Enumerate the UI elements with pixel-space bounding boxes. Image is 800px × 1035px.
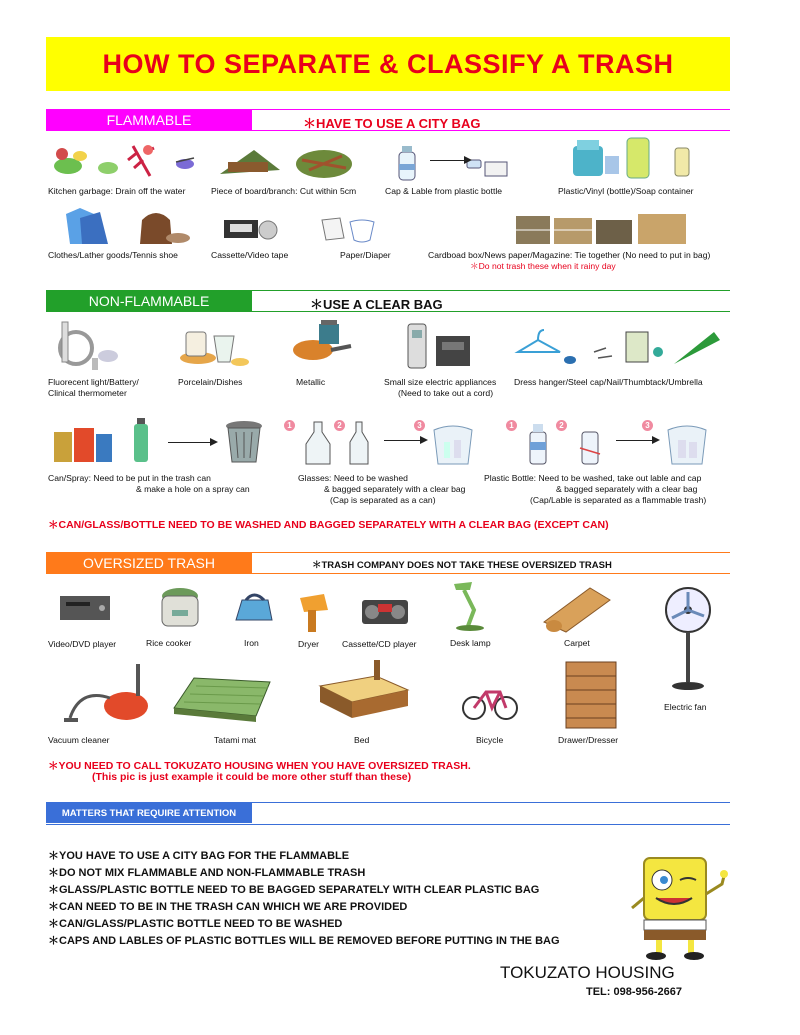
video-caption: Video/DVD player	[48, 639, 117, 649]
trash-can-illustration	[222, 416, 266, 466]
rice-caption: Rice cooker	[146, 638, 192, 648]
metallic-illustration	[285, 316, 355, 366]
bicycle-caption: Bicycle	[476, 735, 504, 745]
glass-arrow	[384, 440, 426, 441]
pet-caption-2: & bagged separately with a clear bag	[556, 484, 698, 494]
nonflammable-warning: ＊CAN/GLASS/BOTTLE NEED TO BE WASHED AND BAGGED SEPARATELY WITH A CLEAR BAG (EXCEPT CAN)	[48, 519, 609, 531]
fan-caption: Electric fan	[664, 702, 707, 712]
page-title: HOW TO SEPARATE & CLASSIFY A TRASH	[102, 48, 674, 79]
plastic-bottle-illustration	[520, 418, 612, 468]
attention-item: ＊CAPS AND LABLES OF PLASTIC BOTTLES WILL BE REMOVED BEFORE PUTTING IN THE BAG	[48, 935, 560, 947]
flammable-note: ＊HAVE TO USE A CITY BAG	[303, 116, 481, 131]
drawer-caption: Drawer/Dresser	[558, 735, 619, 745]
tatami-caption: Tatami mat	[214, 735, 257, 745]
pet-step-3: 3	[642, 420, 653, 431]
metallic-caption: Metallic	[296, 377, 326, 387]
kitchen-garbage-illustration	[48, 138, 198, 183]
pet-caption-3: (Cap/Lable is separated as a flammable trash)	[530, 495, 707, 505]
cardboard-news-illustration	[512, 208, 692, 248]
can-caption-2: & make a hole on a spray can	[136, 484, 250, 494]
iron-illustration	[232, 590, 274, 626]
porcelain-caption: Porcelain/Dishes	[178, 377, 243, 387]
pet-step-2: 2	[556, 420, 567, 431]
glass-bag-illustration	[428, 422, 478, 468]
bed-illustration	[316, 656, 412, 726]
video-player-illustration	[58, 588, 112, 624]
cassette-player-illustration	[360, 592, 410, 628]
attention-item: ＊CAN NEED TO BE IN THE TRASH CAN WHICH WE ARE PROVIDED	[48, 901, 408, 913]
hanger-umbrella-illustration	[514, 322, 724, 370]
tatami-illustration	[170, 668, 274, 726]
plastic-container-caption: Plastic/Vinyl (bottle)/Soap container	[558, 186, 694, 196]
board-branch-illustration	[214, 140, 354, 182]
attention-item: ＊DO NOT MIX FLAMMABLE AND NON-FLAMMABLE TRASH	[48, 867, 366, 879]
hanger-caption: Dress hanger/Steel cap/Nail/Thumbtack/Umbrella	[514, 377, 703, 387]
clothes-caption: Clothes/Lather goods/Tennis shoe	[48, 250, 178, 260]
carpet-caption: Carpet	[564, 638, 590, 648]
attention-item: ＊YOU HAVE TO USE A CITY BAG FOR THE FLAMMABLE	[48, 850, 350, 862]
oversized-rule-bottom	[46, 573, 730, 574]
pet-step-1: 1	[506, 420, 517, 431]
nonflammable-tab: NON-FLAMMABLE	[46, 291, 252, 311]
vacuum-illustration	[60, 658, 152, 728]
sponge-mascot-illustration	[626, 854, 730, 962]
kitchen-garbage-caption: Kitchen garbage: Drain off the water	[48, 186, 186, 196]
oversized-tab: OVERSIZED TRASH	[46, 553, 252, 573]
board-branch-caption: Piece of board/branch: Cut within 5cm	[211, 186, 357, 196]
porcelain-illustration	[178, 322, 250, 370]
attention-rule-bottom	[46, 824, 730, 825]
cap-label-arrow	[430, 160, 470, 161]
attention-tab: MATTERS THAT REQUIRE ATTENTION	[46, 803, 252, 823]
glass-caption-2: & bagged separately with a clear bag	[324, 484, 466, 494]
attention-item: ＊GLASS/PLASTIC BOTTLE NEED TO BE BAGGED SEPARATELY WITH CLEAR PLASTIC BAG	[48, 884, 540, 896]
oversized-warning-2: (This pic is just example it could be more other stuff than these)	[92, 771, 412, 783]
oversized-note: ＊TRASH COMPANY DOES NOT TAKE THESE OVERSIZED TRASH	[312, 560, 612, 571]
attention-item: ＊CAN/GLASS/PLASTIC BOTTLE NEED TO BE WASHED	[48, 918, 343, 930]
dryer-caption: Dryer	[298, 639, 320, 649]
title-banner	[46, 37, 730, 91]
pet-arrow	[616, 440, 658, 441]
electric-caption-2: (Need to take out a cord)	[398, 388, 494, 398]
electric-fan-illustration	[660, 586, 716, 692]
glass-bottle-illustration	[300, 418, 380, 468]
footer-tel: TEL: 098-956-2667	[586, 986, 682, 998]
fluorescent-caption-2: Clinical thermometer	[48, 388, 127, 398]
electric-appliance-illustration	[402, 320, 476, 370]
can-caption-1: Can/Spray: Need to be put in the trash can	[48, 473, 211, 483]
drawer-illustration	[562, 658, 624, 732]
bed-caption: Bed	[354, 735, 370, 745]
oversized-warning-1: ＊YOU NEED TO CALL TOKUZATO HOUSING WHEN YOU HAVE OVERSIZED TRASH.	[48, 760, 471, 772]
pet-caption-1: Plastic Bottle: Need to be washed, take out lable and cap	[484, 473, 702, 483]
glass-caption-3: (Cap is separated as a can)	[330, 495, 436, 505]
glass-step-3: 3	[414, 420, 425, 431]
dryer-illustration	[296, 590, 332, 636]
cassette-tape-illustration	[222, 214, 278, 244]
carpet-illustration	[540, 582, 614, 634]
fluorescent-illustration	[52, 318, 122, 370]
rice-cooker-illustration	[158, 586, 202, 632]
can-arrow	[168, 442, 216, 443]
cassette-tape-caption: Cassette/Video tape	[211, 250, 289, 260]
iron-caption: Iron	[244, 638, 259, 648]
paper-diaper-illustration	[318, 214, 378, 244]
cassette-player-caption: Cassette/CD player	[342, 639, 417, 649]
plastic-container-illustration	[565, 134, 695, 184]
fluorescent-caption-1: Fluorecent light/Battery/	[48, 377, 139, 387]
clothes-illustration	[60, 204, 190, 248]
desk-lamp-illustration	[446, 578, 496, 632]
rain-note: ＊Do not trash these when it rainy day	[470, 261, 616, 271]
glass-step-2: 2	[334, 420, 345, 431]
glass-step-1: 1	[284, 420, 295, 431]
pet-bag-illustration	[662, 422, 712, 468]
cap-label-illustration	[385, 142, 515, 184]
cap-label-caption: Cap & Lable from plastic bottle	[385, 186, 503, 196]
cardboard-caption: Cardboad box/News paper/Magazine: Tie together (No need to put in bag)	[428, 250, 711, 260]
desk-lamp-caption: Desk lamp	[450, 638, 491, 648]
can-spray-illustration	[48, 414, 160, 466]
vacuum-caption: Vacuum cleaner	[48, 735, 110, 745]
paper-diaper-caption: Paper/Diaper	[340, 250, 391, 260]
glass-caption-1: Glasses: Need to be washed	[298, 473, 408, 483]
nonflammable-note: ＊USE A CLEAR BAG	[310, 297, 443, 312]
flammable-tab: FLAMMABLE	[46, 110, 252, 130]
footer-company: TOKUZATO HOUSING	[500, 963, 675, 982]
electric-caption-1: Small size electric appliances	[384, 377, 497, 387]
attention-list	[48, 848, 560, 950]
bicycle-illustration	[460, 676, 520, 722]
